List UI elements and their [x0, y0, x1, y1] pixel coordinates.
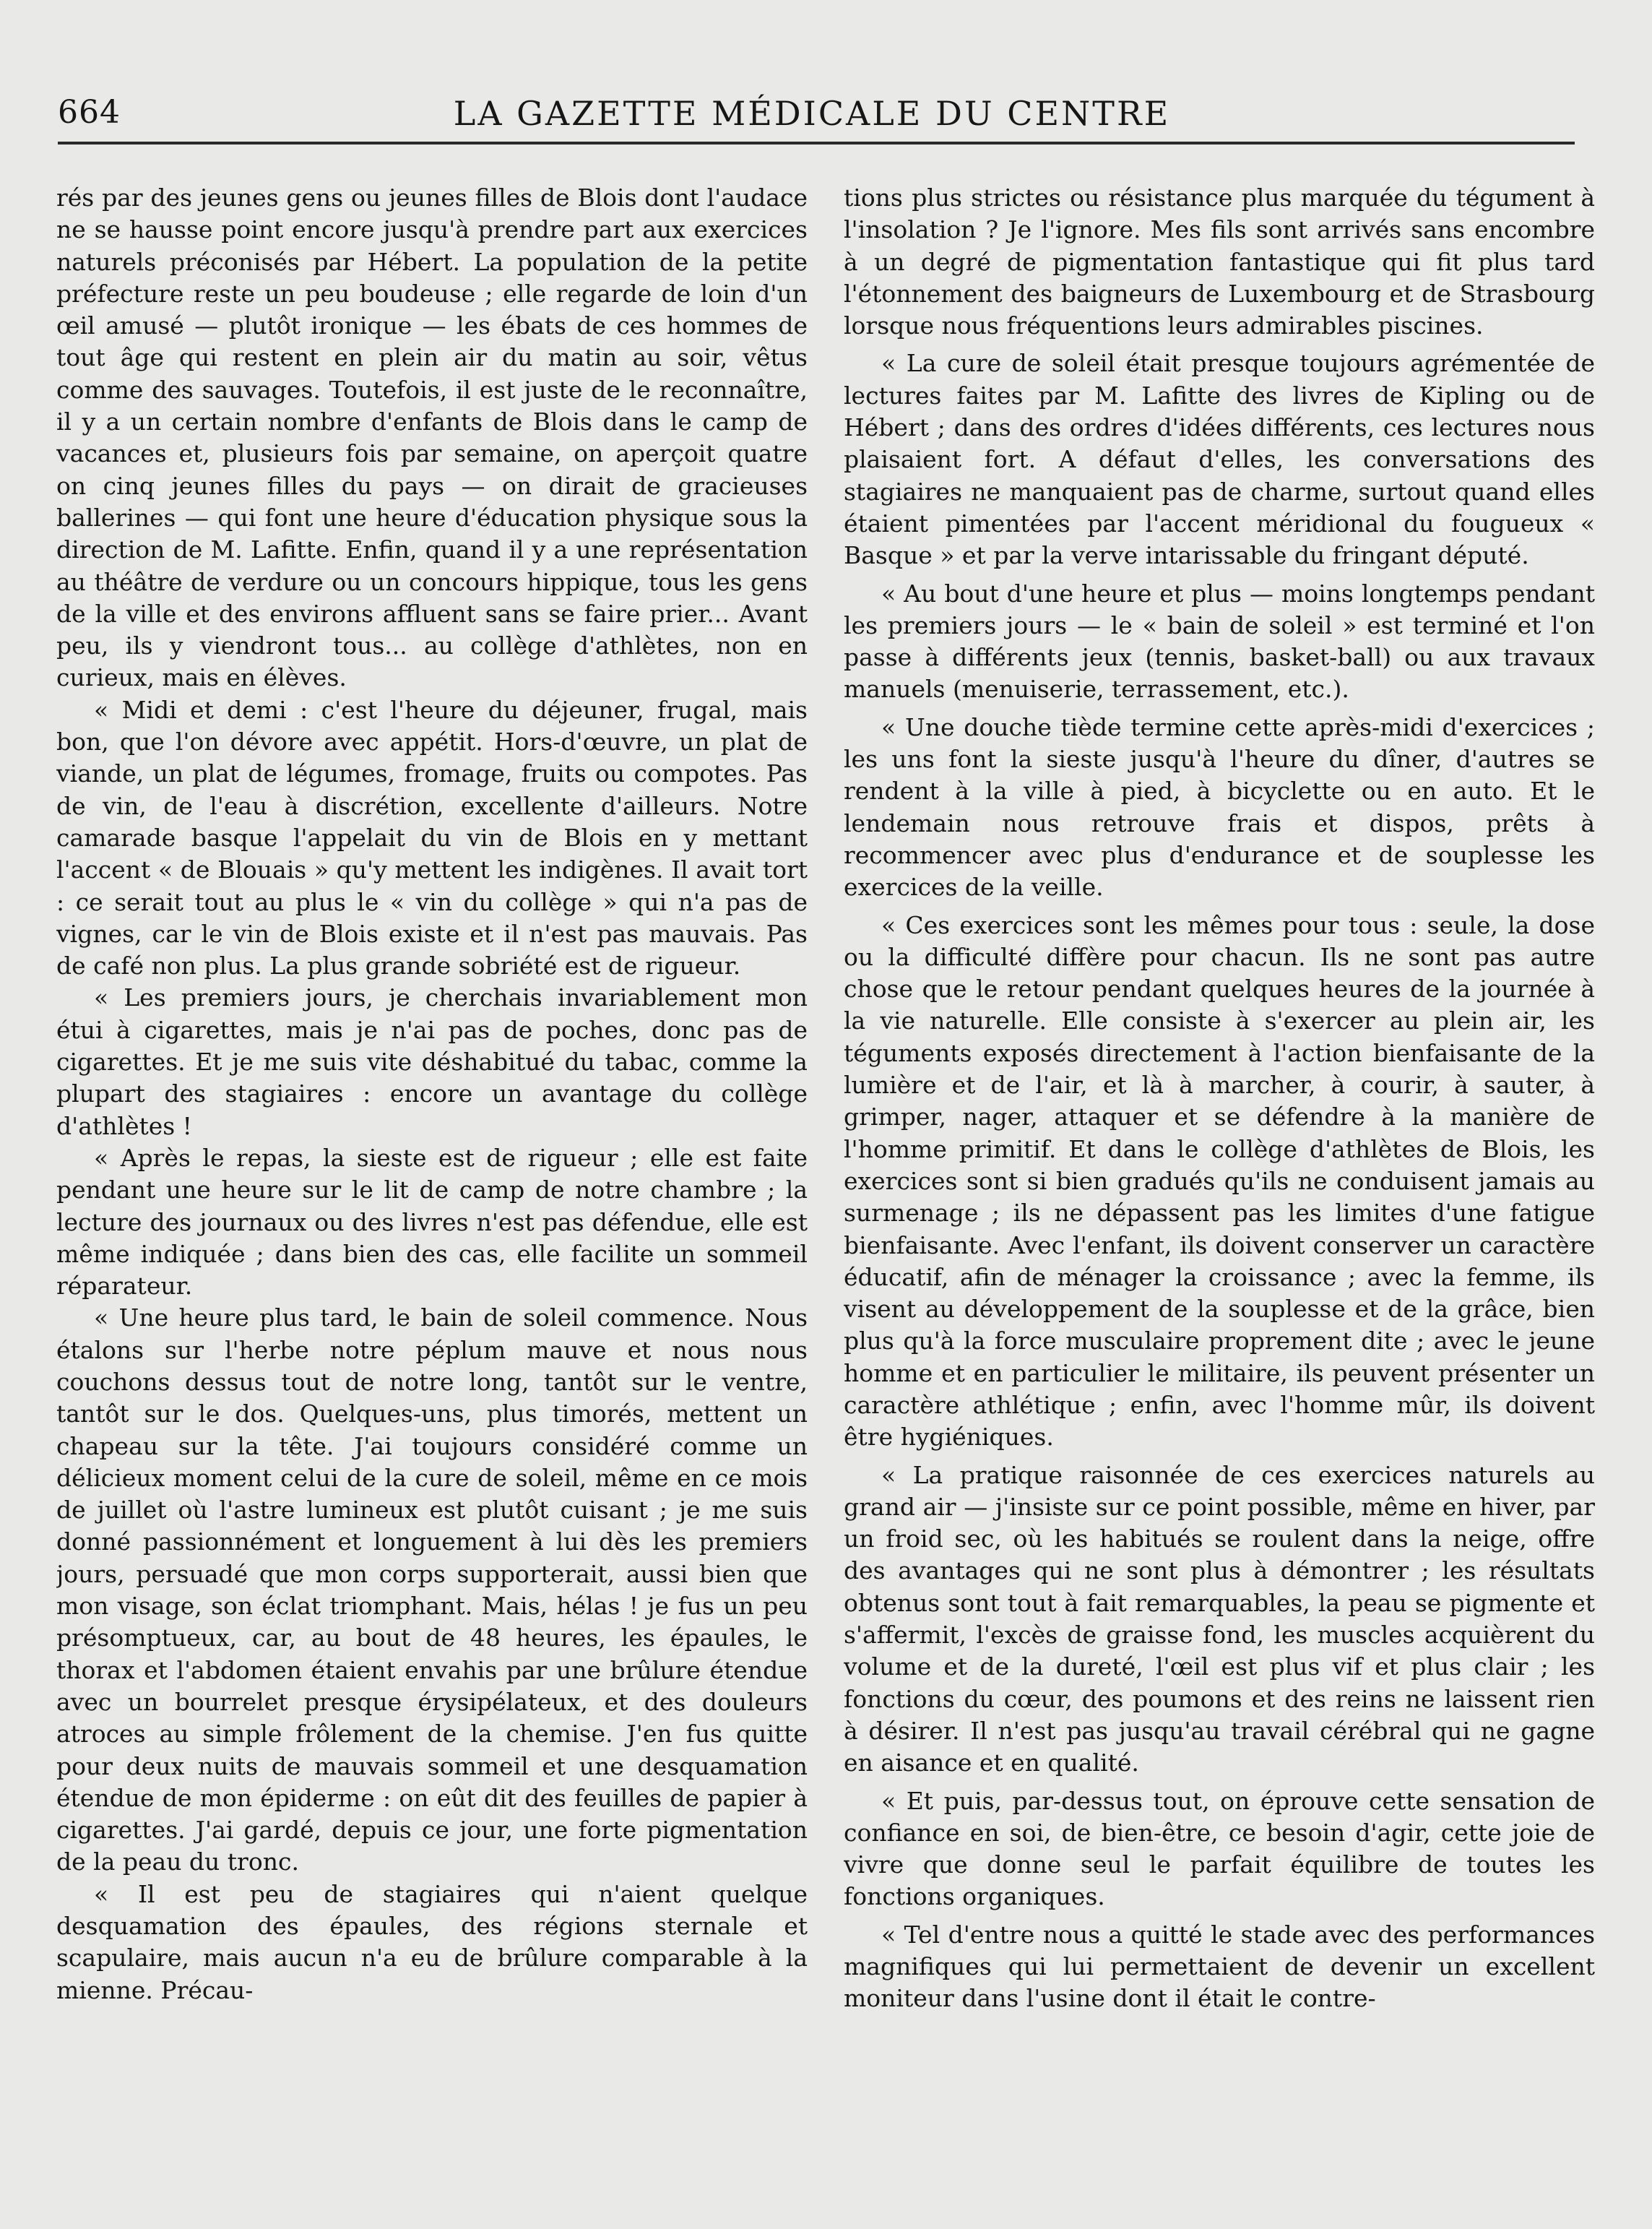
paragraph: « Après le repas, la sieste est de rigueur ; elle est faite pendant une heure sur le lit de camp de notre chambre ; la lecture des journaux ou des livres n'est pas défendue, elle est même indiquée ; dans bien des cas, elle facilite un sommeil réparateur.	[56, 1143, 808, 1301]
paragraph: « La pratique raisonnée de ces exercices naturels au grand air — j'insiste sur ce point possible, même en hiver, par un froid sec, où les habitués se roulent dans la neige, offre des avantages qui ne sont plus à démontrer ; les résultats obtenus sont tout à fait remarquables, la peau se pigmente et s'affermit, l'excès de graisse fond, les muscles acquièrent du volume et de la dureté, l'œil est plus vif et plus clair ; les fonctions du cœur, des poumons et des reins ne laissent rien à désirer. Il n'est pas jusqu'au travail cérébral qui ne gagne en aisance et en qualité.	[844, 1460, 1595, 1777]
paragraph: tions plus strictes ou résistance plus marquée du tégument à l'insolation ? Je l'ignore. Mes fils sont arrivés sans encombre à un degré de pigmentation fantastique qui fit plus tard l'étonnement des baigneurs de Luxembourg et de Strasbourg lorsque nous fréquentions leurs admirables piscines.	[844, 184, 1595, 340]
paragraph: « Midi et demi : c'est l'heure du déjeuner, frugal, mais bon, que l'on dévore avec appétit. Hors-d'œuvre, un plat de viande, un plat de légumes, fromage, fruits ou compotes. Pas de vin, de l'eau à discrétion, excellente d'ailleurs. Notre camarade basque l'appelait du vin de Blois en y mettant l'accent « de Blouais » qu'y mettent les indigènes. Il avait tort : ce serait tout au plus le « vin du collège » qui n'a pas de vignes, car le vin de Blois existe et il n'est pas mauvais. Pas de café non plus. La plus grande sobriété est de rigueur.	[56, 695, 808, 980]
left-column	[56, 182, 808, 2111]
page-number: 664	[58, 94, 121, 131]
paragraph: « Il est peu de stagiaires qui n'aient quelque desquamation des épaules, des régions sternale et scapulaire, mais aucun n'a eu de brûlure comparable à la mienne. Précau-	[56, 1879, 808, 2004]
paragraph: « Une heure plus tard, le bain de soleil commence. Nous étalons sur l'herbe notre péplum mauve et nous nous couchons dessus tout de notre long, tantôt sur le ventre, tantôt sur le dos. Quelques-uns, plus timorés, mettent un chapeau sur la tête. J'ai toujours considéré comme un délicieux moment celui de la cure de soleil, même en ce mois de juillet où l'astre lumineux est plutôt cuisant ; je me suis donné passionnément et longuement à lui dès les premiers jours, persuadé que mon corps supporterait, aussi bien que mon visage, son éclat triomphant. Mais, hélas ! je fus un peu présomptueux, car, au bout de 48 heures, les épaules, le thorax et l'abdomen étaient envahis par une brûlure étendue avec un bourrelet presque érysipélateux, et des douleurs atroces au simple frôlement de la chemise. J'en fus quitte pour deux nuits de mauvais sommeil et une desquamation étendue de mon épiderme : on eût dit des feuilles de papier à cigarettes. J'ai gardé, depuis ce jour, une forte pigmentation de la peau du tronc.	[56, 1303, 808, 1876]
header-rule	[58, 142, 1575, 145]
running-title: LA GAZETTE MÉDICALE DU CENTRE	[453, 94, 1171, 133]
paragraph: « Au bout d'une heure et plus — moins longtemps pendant les premiers jours — le « bain de soleil » est terminé et l'on passe à différents jeux (tennis, basket-ball) ou aux travaux manuels (menuiserie, terrassement, etc.).	[844, 579, 1595, 704]
paragraph: « Tel d'entre nous a quitté le stade avec des performances magnifiques qui lui permettaient de devenir un excellent moniteur dans l'usine dont il était le contre-	[844, 1920, 1595, 2013]
paragraph: « La cure de soleil était presque toujours agrémentée de lectures faites par M. Lafitte des livres de Kipling ou de Hébert ; dans des ordres d'idées différents, ces lectures nous plaisaient fort. A défaut d'elles, les conversations des stagiaires ne manquaient pas de charme, surtout quand elles étaient pimentées par l'accent méridional du fougueux « Basque » et par la verve intarissable du fringant député.	[844, 349, 1595, 570]
page-header	[46, 90, 1578, 140]
paragraph: « Ces exercices sont les mêmes pour tous : seule, la dose ou la difficulté diffère pour chacun. Ils ne sont pas autre chose que le retour pendant quelques heures de la journée à la vie naturelle. Elle consiste à s'exercer au plein air, les téguments exposés directement à l'action bienfaisante de la lumière et de l'air, et là à marcher, à courir, à sauter, à grimper, nager, attaquer et se défendre à la manière de l'homme primitif. Et dans le collège d'athlètes de Blois, les exercices sont si bien gradués qu'ils ne conduisent jamais au surmenage ; ils ne dépassent pas les limites d'une fatigue bienfaisante. Avec l'enfant, ils doivent conserver un caractère éducatif, afin de ménager la croissance ; avec la femme, ils visent au développement de la souplesse et de la grâce, bien plus qu'à la force musculaire proprement dite ; avec le jeune homme et en particulier le militaire, ils peuvent présenter un caractère athlétique ; enfin, avec l'homme mûr, ils doivent être hygiéniques.	[844, 910, 1595, 1452]
paragraph: « Et puis, par-dessus tout, on éprouve cette sensation de confiance en soi, de bien-être, ce besoin d'agir, cette joie de vivre que donne seul le parfait équilibre de toutes les fonctions organiques.	[844, 1786, 1595, 1911]
paragraph: rés par des jeunes gens ou jeunes filles de Blois dont l'audace ne se hausse point encore jusqu'à prendre part aux exercices naturels préconisés par Hébert. La population de la petite préfecture reste un peu boudeuse ; elle regarde de loin d'un œil amusé — plutôt ironique — les ébats de ces hommes de tout âge qui restent en plein air du matin au soir, vêtus comme des sauvages. Toutefois, il est juste de le reconnaître, il y a un certain nombre d'enfants de Blois dans le camp de vacances et, plusieurs fois par semaine, on aperçoit quatre on cinq jeunes filles du pays — on dirait de gracieuses ballerines — qui font une heure d'éducation physique sous la direction de M. Lafitte. Enfin, quand il y a une représentation au théâtre de verdure ou un concours hippique, tous les gens de la ville et des environs affluent sans se faire prier... Avant peu, ils y viendront tous... au collège d'athlètes, non en curieux, mais en élèves.	[56, 184, 808, 692]
paragraph: « Les premiers jours, je cherchais invariablement mon étui à cigarettes, mais je n'ai pas de poches, donc pas de cigarettes. Et je me suis vite déshabitué du tabac, comme la plupart des stagiaires : encore un avantage du collège d'athlètes !	[56, 983, 808, 1140]
right-column	[844, 182, 1595, 2111]
paragraph: « Une douche tiède termine cette après-midi d'exercices ; les uns font la sieste jusqu'à l'heure du dîner, d'autres se rendent à la ville à pied, à bicyclette ou en auto. Et le lendemain nous retrouve frais et dispos, prêts à recommencer avec plus d'endurance et de souplesse les exercices de la veille.	[844, 712, 1595, 902]
